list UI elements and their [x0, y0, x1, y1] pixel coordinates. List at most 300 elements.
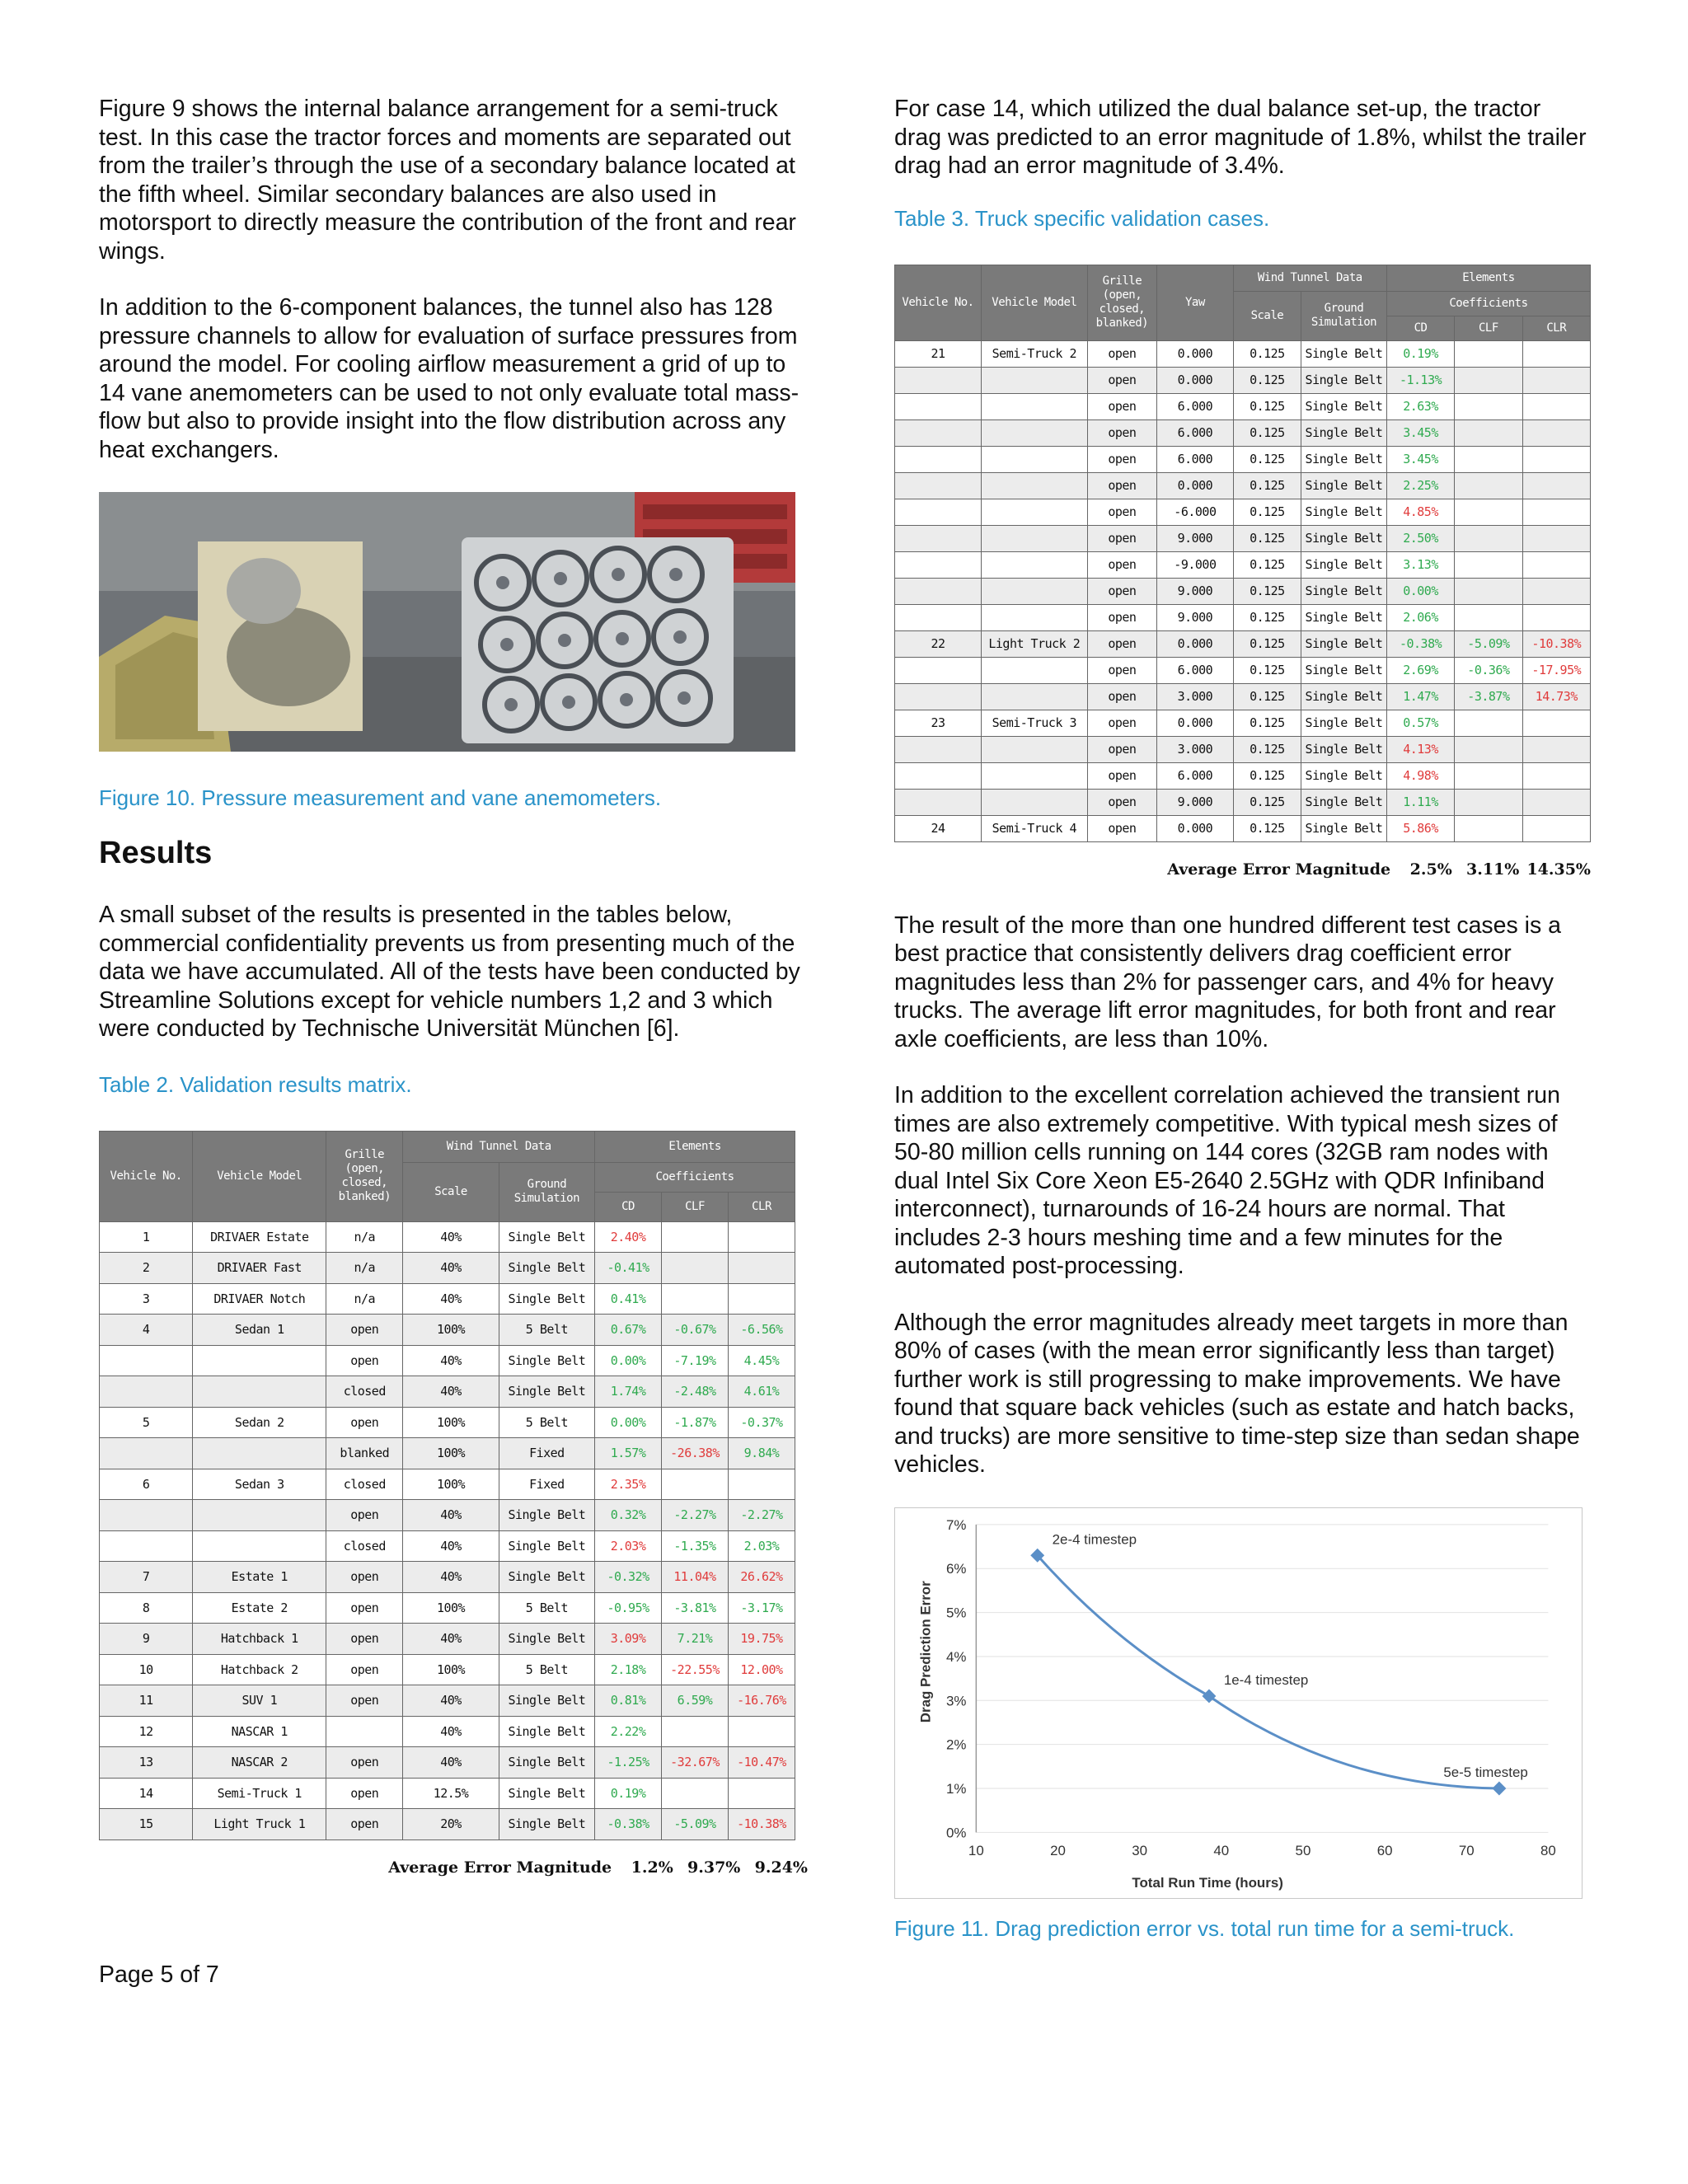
table-3-average-label: Average Error Magnitude: [1167, 860, 1391, 879]
table-2-cell: 100%: [403, 1438, 499, 1469]
table-3-cell: Single Belt: [1301, 683, 1387, 710]
table-2-cell: 13: [100, 1747, 193, 1779]
table-2-cell: 4: [100, 1315, 193, 1346]
table-3-cell: open: [1087, 710, 1156, 736]
header-wind-tunnel: Wind Tunnel Data: [1233, 265, 1386, 291]
table-3-cell: 2.69%: [1386, 657, 1454, 683]
table-3-cell: 0.125: [1233, 710, 1301, 736]
table-3-row: [895, 657, 1591, 683]
table-3-cell: [982, 472, 1088, 499]
table-3-row: [895, 472, 1591, 499]
table-2-row: [100, 1685, 795, 1717]
table-2-cell: blanked: [326, 1438, 403, 1469]
table-3-cell: -17.95%: [1522, 657, 1590, 683]
table-2-cell: DRIVAER Estate: [193, 1221, 326, 1253]
table-3-cell: [895, 499, 982, 525]
paragraph-improvements: Although the error magnitudes already meet targets in more than 80% of cases (with the mean error significantly less than target) further work is still progressing to make improvements. We have found that square back vehicles (such as estate and hatch backs, and trucks) are more sensitive to time-step size than sedan shape vehicles.: [894, 1309, 1580, 1478]
table-2-cell: Single Belt: [499, 1624, 594, 1655]
table-3-cell: 0.125: [1233, 446, 1301, 472]
table-2-cell: 100%: [403, 1469, 499, 1500]
table-3-cell: 22: [895, 630, 982, 657]
paragraph-case-14: For case 14, which utilized the dual balance set-up, the tractor drag was predicted to an error magnitude of 1.8%, whilst the trailer drag had an error magnitude of 3.4%.: [894, 96, 1587, 179]
table-3-cell: [1522, 762, 1590, 789]
table-2-cell: DRIVAER Fast: [193, 1253, 326, 1284]
table-2-cell: -0.32%: [595, 1562, 662, 1593]
table-2-average-label: Average Error Magnitude: [388, 1858, 612, 1877]
table-3-row: [895, 604, 1591, 630]
table-3-cell: [895, 683, 982, 710]
table-2-cell: 15: [100, 1809, 193, 1840]
table-3-cell: [982, 446, 1088, 472]
table-3-cell: Single Belt: [1301, 762, 1387, 789]
table-3-cell: 0.00%: [1386, 578, 1454, 604]
table-2-cell: DRIVAER Notch: [193, 1283, 326, 1315]
table-3-cell: [982, 789, 1088, 815]
table-2-cell: 40%: [403, 1500, 499, 1531]
truck-validation-table: [894, 265, 1591, 842]
table-2-cell: 2: [100, 1253, 193, 1284]
table-2-cell: -6.56%: [728, 1315, 795, 1346]
table-3-cell: 0.000: [1157, 815, 1234, 841]
table-3-row: [895, 815, 1591, 841]
table-3-row: [895, 367, 1591, 393]
table-2-cell: [728, 1221, 795, 1253]
table-2-cell: 1: [100, 1221, 193, 1253]
header-vehicle-no: Vehicle No.: [895, 265, 982, 340]
table-2-cell: 7: [100, 1562, 193, 1593]
table-2-row: [100, 1592, 795, 1624]
table-3-cell: 0.000: [1157, 340, 1234, 367]
table-3-cell: [1455, 789, 1522, 815]
table-2-row: [100, 1438, 795, 1469]
table-3-cell: [1455, 367, 1522, 393]
table-2-cell: -22.55%: [662, 1654, 729, 1685]
table-3-cell: 9.000: [1157, 578, 1234, 604]
table-2-cell: -16.76%: [728, 1685, 795, 1717]
table-2-cell: 2.22%: [595, 1716, 662, 1747]
header-ground: Ground Simulation: [1301, 291, 1387, 340]
table-3-cell: 6.000: [1157, 446, 1234, 472]
table-3-cell: -1.13%: [1386, 367, 1454, 393]
table-3-cell: 0.125: [1233, 419, 1301, 446]
table-2-row: [100, 1315, 795, 1346]
table-2-cell: 6: [100, 1469, 193, 1500]
table-3-cell: [1522, 551, 1590, 578]
table-2-cell: [100, 1376, 193, 1408]
table-3-cell: [982, 736, 1088, 762]
table-3-cell: Semi-Truck 4: [982, 815, 1088, 841]
table-3-cell: open: [1087, 419, 1156, 446]
header-ground: Ground Simulation: [499, 1162, 594, 1221]
table-2-row: [100, 1253, 795, 1284]
paragraph-best-practice: The result of the more than one hundred different test cases is a best practice that consistently delivers drag coefficient error magnitudes less than 2% for passenger cars, and 4% for heavy trucks. The average lift error magnitudes, for both front and rear axle coefficients, are less than 10%.: [894, 912, 1562, 1052]
header-clr: CLR: [1522, 316, 1590, 340]
table-2-cell: 2.18%: [595, 1654, 662, 1685]
chart-x-axis-label: Total Run Time (hours): [1132, 1874, 1283, 1891]
table-2-cell: [728, 1283, 795, 1315]
table-2-cell: n/a: [326, 1221, 403, 1253]
table-3-cell: [1455, 736, 1522, 762]
table-2-cell: 9.84%: [728, 1438, 795, 1469]
header-clr: CLR: [728, 1192, 795, 1221]
table-2-cell: Estate 1: [193, 1562, 326, 1593]
table-2-cell: 5 Belt: [499, 1407, 594, 1438]
table-3-cell: 0.000: [1157, 710, 1234, 736]
chart-y-tick-label: 0%: [945, 1824, 967, 1840]
table-3-cell: -6.000: [1157, 499, 1234, 525]
table-2-cell: [662, 1716, 729, 1747]
table-3-cell: 0.000: [1157, 630, 1234, 657]
table-2-cell: 5 Belt: [499, 1315, 594, 1346]
table-3-cell: 0.125: [1233, 499, 1301, 525]
table-2-row: [100, 1778, 795, 1809]
table-2-cell: [326, 1716, 403, 1747]
table-3-cell: 23: [895, 710, 982, 736]
table-3-cell: [1522, 499, 1590, 525]
table-2-cell: 100%: [403, 1654, 499, 1685]
table-3-cell: [895, 446, 982, 472]
table-3-cell: open: [1087, 499, 1156, 525]
table-2-cell: 40%: [403, 1747, 499, 1779]
table-3-cell: 3.000: [1157, 683, 1234, 710]
table-2-cell: Sedan 1: [193, 1315, 326, 1346]
table-2-cell: [728, 1778, 795, 1809]
table-3-cell: open: [1087, 657, 1156, 683]
table-2-cell: -0.95%: [595, 1592, 662, 1624]
table-2-cell: 40%: [403, 1221, 499, 1253]
table-2-cell: -1.25%: [595, 1747, 662, 1779]
table-3-cell: 3.45%: [1386, 446, 1454, 472]
table-2-row: [100, 1716, 795, 1747]
table-3-cell: [1455, 446, 1522, 472]
table-3-cell: [1522, 736, 1590, 762]
table-3-cell: Single Belt: [1301, 789, 1387, 815]
table-3-cell: 0.125: [1233, 340, 1301, 367]
table-3-cell: Single Belt: [1301, 630, 1387, 657]
table-3-cell: 4.13%: [1386, 736, 1454, 762]
table-3-cell: Single Belt: [1301, 367, 1387, 393]
table-2-cell: Single Belt: [499, 1376, 594, 1408]
table-2-cell: 12.5%: [403, 1778, 499, 1809]
table-3-cell: 0.125: [1233, 657, 1301, 683]
table-2-cell: 2.40%: [595, 1221, 662, 1253]
page-number: Page 5 of 7: [99, 1961, 219, 1988]
table-2-body: [100, 1221, 795, 1840]
table-2-cell: 100%: [403, 1592, 499, 1624]
table-3-cell: -5.09%: [1455, 630, 1522, 657]
table-2-cell: n/a: [326, 1253, 403, 1284]
table-2-cell: [662, 1778, 729, 1809]
table-3-cell: Single Belt: [1301, 815, 1387, 841]
chart-data-label: 5e-5 timestep: [1443, 1764, 1528, 1780]
table-2-cell: 11: [100, 1685, 193, 1717]
table-3-cell: Single Belt: [1301, 446, 1387, 472]
table-3-cell: Light Truck 2: [982, 630, 1088, 657]
table-2-cell: -0.38%: [595, 1809, 662, 1840]
paragraph-pressure-channels: In addition to the 6-component balances, the tunnel also has 128 pressure channels to allow for evaluation of surface pressures from around the model. For cooling airflow measurement a grid of up to 14 vane anemometers can be used to not only evaluate total mass-flow but also to provide insight into the flow distribution across any heat exchangers.: [99, 294, 799, 463]
table-2-cell: 8: [100, 1592, 193, 1624]
table-2-cell: [193, 1438, 326, 1469]
table-2-cell: 40%: [403, 1716, 499, 1747]
table-3-cell: open: [1087, 446, 1156, 472]
header-clf: CLF: [662, 1192, 729, 1221]
table-2-cell: [193, 1376, 326, 1408]
header-vehicle-no: Vehicle No.: [100, 1131, 193, 1221]
table-2-cell: SUV 1: [193, 1685, 326, 1717]
table-2-cell: 14: [100, 1778, 193, 1809]
table-2-cell: 7.21%: [662, 1624, 729, 1655]
table-2-cell: -3.81%: [662, 1592, 729, 1624]
table-3-cell: 1.11%: [1386, 789, 1454, 815]
table-3-cell: [895, 393, 982, 419]
chart-y-tick-label: 2%: [945, 1736, 967, 1753]
table-2-cell: Single Belt: [499, 1345, 594, 1376]
table-2-cell: open: [326, 1778, 403, 1809]
table-2-cell: -0.67%: [662, 1315, 729, 1346]
table-3-cell: 2.25%: [1386, 472, 1454, 499]
chart-data-label: 2e-4 timestep: [1052, 1530, 1137, 1547]
table-3-cell: 0.125: [1233, 815, 1301, 841]
table-2-cell: -0.41%: [595, 1253, 662, 1284]
header-coefficients: Coefficients: [595, 1162, 795, 1192]
chart-data-point: [1492, 1781, 1506, 1795]
header-grille: Grille (open, closed, blanked): [326, 1131, 403, 1221]
table-3-cell: 4.98%: [1386, 762, 1454, 789]
table-3-cell: [982, 525, 1088, 551]
results-heading: Results: [99, 836, 213, 870]
paragraph-results: A small subset of the results is presented in the tables below, commercial confidentiality prevents us from presenting much of the data we have accumulated. All of the tests have been conducted by Streamline Solutions except for vehicle numbers 1,2 and 3 which were conducted by Technische Universität München [6].: [99, 902, 800, 1042]
table-3-cell: [1522, 710, 1590, 736]
table-2-cell: 0.19%: [595, 1778, 662, 1809]
table-3-cell: 21: [895, 340, 982, 367]
table-3-row: [895, 736, 1591, 762]
table-3-cell: 24: [895, 815, 982, 841]
table-3-cell: [1522, 393, 1590, 419]
table-3-cell: [895, 762, 982, 789]
table-2-cell: Single Belt: [499, 1716, 594, 1747]
table-3-cell: [895, 657, 982, 683]
table-3-cell: open: [1087, 683, 1156, 710]
chart-x-tick-label: 80: [1540, 1842, 1556, 1858]
table-2-row: [100, 1654, 795, 1685]
table-2-cell: Fixed: [499, 1438, 594, 1469]
table-3-cell: Single Belt: [1301, 340, 1387, 367]
table-2-cell: [193, 1530, 326, 1562]
table-3-cell: open: [1087, 340, 1156, 367]
table-2-cell: 40%: [403, 1624, 499, 1655]
table-3-body: [895, 340, 1591, 841]
table-3-row: [895, 340, 1591, 367]
table-3-cell: [1522, 525, 1590, 551]
table-2-cell: 0.67%: [595, 1315, 662, 1346]
table-2-row: [100, 1530, 795, 1562]
table-2-cell: 40%: [403, 1283, 499, 1315]
table-2-cell: -7.19%: [662, 1345, 729, 1376]
table-2-caption: Table 2. Validation results matrix.: [99, 1071, 412, 1097]
table-3-cell: [895, 578, 982, 604]
header-scale: Scale: [1233, 291, 1301, 340]
table-3-cell: -0.36%: [1455, 657, 1522, 683]
header-vehicle-model: Vehicle Model: [982, 265, 1088, 340]
table-3-cell: 0.125: [1233, 604, 1301, 630]
table-2-cell: closed: [326, 1530, 403, 1562]
table-2-row: [100, 1562, 795, 1593]
table-2-cell: Sedan 2: [193, 1407, 326, 1438]
table-2-cell: Single Belt: [499, 1685, 594, 1717]
table-2-cell: Single Belt: [499, 1221, 594, 1253]
header-elements: Elements: [1386, 265, 1590, 291]
header-scale: Scale: [403, 1162, 499, 1221]
table-3-cell: [982, 367, 1088, 393]
table-3-cell: -10.38%: [1522, 630, 1590, 657]
table-3-cell: [1455, 815, 1522, 841]
table-3-cell: [982, 551, 1088, 578]
table-2-cell: -26.38%: [662, 1438, 729, 1469]
table-3-cell: [895, 789, 982, 815]
table-2-cell: 1.57%: [595, 1438, 662, 1469]
table-3-cell: Semi-Truck 3: [982, 710, 1088, 736]
table-2-average-row: [99, 1858, 808, 1877]
table-2-cell: 3: [100, 1283, 193, 1315]
header-clf: CLF: [1455, 316, 1522, 340]
table-2-cell: -2.48%: [662, 1376, 729, 1408]
table-2-cell: open: [326, 1500, 403, 1531]
table-3-row: [895, 551, 1591, 578]
table-2-cell: open: [326, 1562, 403, 1593]
chart-x-tick-label: 60: [1376, 1842, 1393, 1858]
chart-y-tick-label: 6%: [945, 1560, 967, 1577]
table-2-cell: 10: [100, 1654, 193, 1685]
table-3-cell: [895, 367, 982, 393]
table-3-cell: [1522, 472, 1590, 499]
table-2-cell: 1.74%: [595, 1376, 662, 1408]
table-3-cell: open: [1087, 789, 1156, 815]
table-3-cell: 0.125: [1233, 789, 1301, 815]
table-3-cell: [895, 604, 982, 630]
table-3-cell: [895, 736, 982, 762]
table-2-cell: -2.27%: [728, 1500, 795, 1531]
table-2-cell: 0.81%: [595, 1685, 662, 1717]
table-3-cell: Single Belt: [1301, 419, 1387, 446]
table-2-cell: 40%: [403, 1253, 499, 1284]
table-3-cell: 0.125: [1233, 393, 1301, 419]
table-3-cell: [982, 419, 1088, 446]
table-3-caption: Table 3. Truck specific validation cases.: [894, 205, 1270, 231]
table-2-cell: 4.61%: [728, 1376, 795, 1408]
table-3-cell: open: [1087, 367, 1156, 393]
table-2-cell: 19.75%: [728, 1624, 795, 1655]
table-3-average-clr: 14.35%: [1526, 860, 1591, 879]
table-2-cell: 12: [100, 1716, 193, 1747]
table-2-cell: 26.62%: [728, 1562, 795, 1593]
table-2-cell: -2.27%: [662, 1500, 729, 1531]
table-2-cell: 2.03%: [595, 1530, 662, 1562]
table-3-cell: [982, 499, 1088, 525]
table-2-cell: Sedan 3: [193, 1469, 326, 1500]
chart-y-tick-label: 5%: [945, 1605, 967, 1621]
table-3-cell: Single Belt: [1301, 393, 1387, 419]
table-2-cell: -3.17%: [728, 1592, 795, 1624]
chart-x-tick-label: 10: [968, 1842, 984, 1858]
table-2-row: [100, 1500, 795, 1531]
table-2-cell: 100%: [403, 1407, 499, 1438]
table-3-cell: [1455, 499, 1522, 525]
table-2-cell: 40%: [403, 1530, 499, 1562]
table-3-cell: [982, 683, 1088, 710]
header-cd: CD: [1386, 316, 1454, 340]
table-2-cell: closed: [326, 1469, 403, 1500]
figure-10-caption: Figure 10. Pressure measurement and vane anemometers.: [99, 785, 662, 810]
table-2-cell: NASCAR 1: [193, 1716, 326, 1747]
table-3-cell: 0.125: [1233, 551, 1301, 578]
table-2-cell: open: [326, 1654, 403, 1685]
table-3-cell: 0.125: [1233, 762, 1301, 789]
chart-points: [1030, 1531, 1528, 1795]
chart-y-tick-label: 3%: [945, 1692, 967, 1708]
table-3-cell: 14.73%: [1522, 683, 1590, 710]
table-3-cell: [1522, 419, 1590, 446]
table-3-row: [895, 630, 1591, 657]
table-2-cell: 3.09%: [595, 1624, 662, 1655]
table-3-cell: [1455, 419, 1522, 446]
table-3-cell: 9.000: [1157, 789, 1234, 815]
table-2-cell: 100%: [403, 1315, 499, 1346]
table-2-cell: Fixed: [499, 1469, 594, 1500]
table-2-cell: open: [326, 1315, 403, 1346]
table-3-row: [895, 499, 1591, 525]
table-2-row: [100, 1747, 795, 1779]
table-3-cell: open: [1087, 762, 1156, 789]
table-2-cell: 0.00%: [595, 1345, 662, 1376]
table-2-cell: 20%: [403, 1809, 499, 1840]
table-3-cell: [982, 604, 1088, 630]
table-2-cell: -0.37%: [728, 1407, 795, 1438]
table-3-row: [895, 393, 1591, 419]
table-2-cell: NASCAR 2: [193, 1747, 326, 1779]
figure-10-photo: [99, 492, 795, 752]
table-3-cell: 0.125: [1233, 630, 1301, 657]
table-3-cell: 0.125: [1233, 472, 1301, 499]
table-3-row: [895, 525, 1591, 551]
table-3-cell: [895, 525, 982, 551]
table-2-cell: 40%: [403, 1345, 499, 1376]
table-2-row: [100, 1469, 795, 1500]
table-2-row: [100, 1624, 795, 1655]
table-3-cell: [1455, 710, 1522, 736]
chart-data-label: 1e-4 timestep: [1223, 1671, 1309, 1688]
table-2-cell: [662, 1221, 729, 1253]
table-3-cell: [1455, 525, 1522, 551]
table-3-row: [895, 446, 1591, 472]
table-2-cell: 5: [100, 1407, 193, 1438]
table-3-cell: open: [1087, 630, 1156, 657]
table-3-cell: Single Belt: [1301, 499, 1387, 525]
table-3-cell: 0.125: [1233, 736, 1301, 762]
table-3-cell: 6.000: [1157, 393, 1234, 419]
figure-11-chart: [894, 1507, 1582, 1899]
table-2-cell: 0.00%: [595, 1407, 662, 1438]
table-2-cell: 11.04%: [662, 1562, 729, 1593]
table-2-cell: n/a: [326, 1283, 403, 1315]
table-2-cell: 0.41%: [595, 1283, 662, 1315]
table-3-row: [895, 683, 1591, 710]
table-3-cell: open: [1087, 525, 1156, 551]
table-2-cell: Single Belt: [499, 1530, 594, 1562]
table-3-cell: 6.000: [1157, 657, 1234, 683]
table-2-cell: 6.59%: [662, 1685, 729, 1717]
table-3-cell: [1455, 393, 1522, 419]
chart-x-tick-label: 70: [1458, 1842, 1475, 1858]
